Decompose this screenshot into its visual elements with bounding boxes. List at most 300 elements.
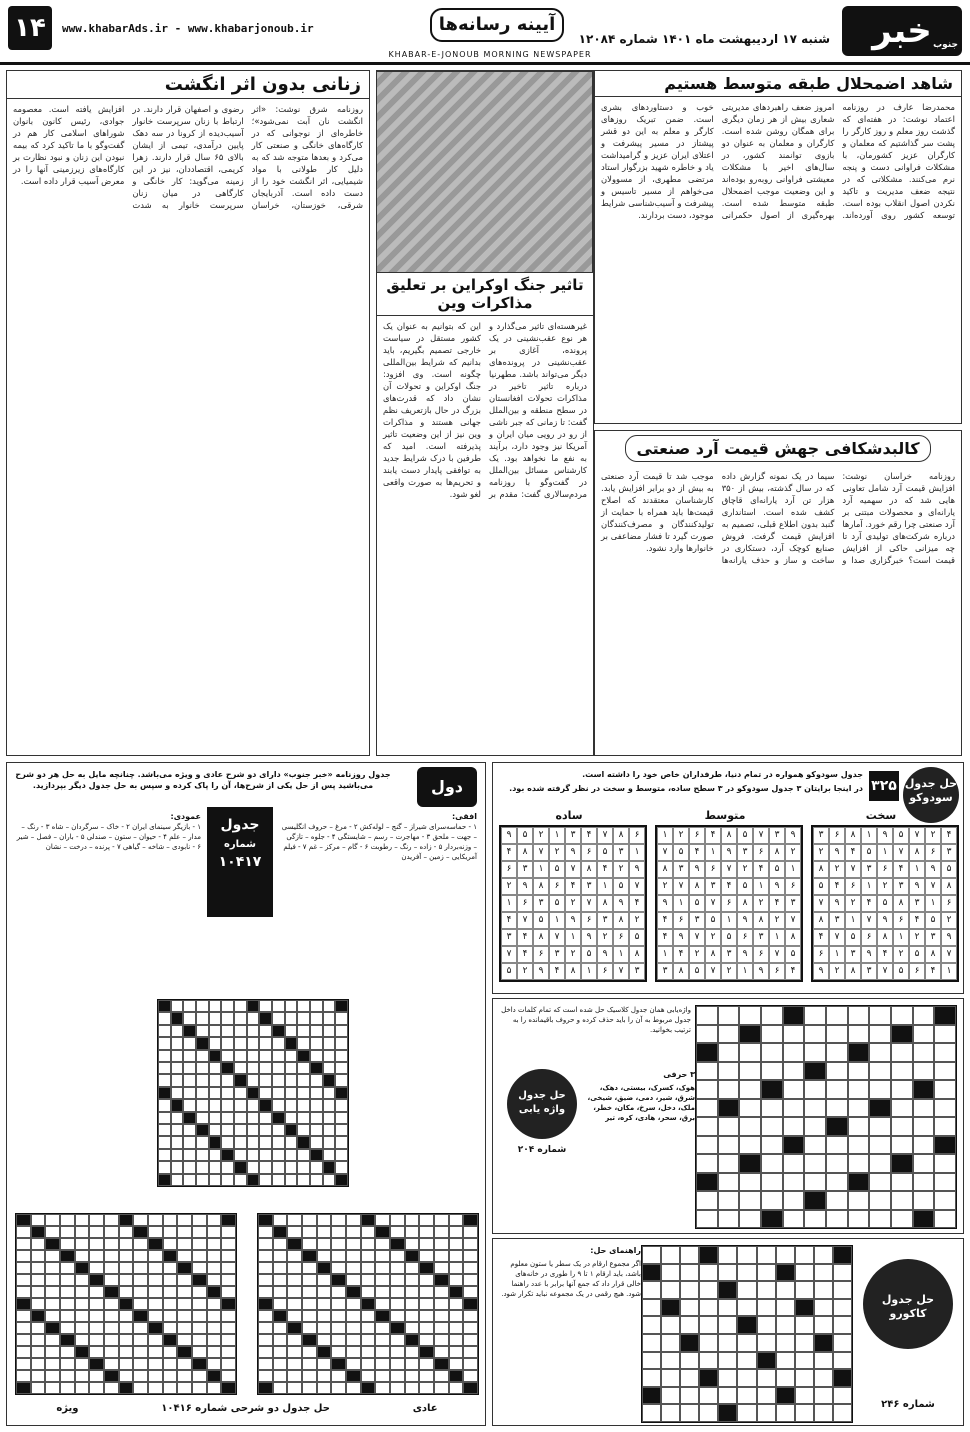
- sudoku-cell: ۳: [673, 861, 689, 878]
- grid-cell: [221, 1334, 236, 1346]
- sudoku-cell: ۹: [657, 895, 673, 912]
- grid-cell: [183, 1161, 196, 1173]
- grid-cell: [258, 1334, 273, 1346]
- grid-cell: [804, 1099, 826, 1118]
- grid-cell: [192, 1334, 207, 1346]
- grid-cell: [891, 1043, 913, 1062]
- grid-cell: [209, 1000, 222, 1012]
- grid-cell: [696, 1025, 718, 1044]
- sudoku-cell: ۲: [565, 895, 581, 912]
- sudoku-cell: ۷: [613, 963, 629, 980]
- sudoku-cell: ۵: [549, 895, 565, 912]
- grid-cell: [375, 1274, 390, 1286]
- sudoku-cell: ۱: [581, 963, 597, 980]
- grid-cell: [419, 1334, 434, 1346]
- grid-cell: [680, 1246, 699, 1264]
- grid-cell: [221, 1099, 234, 1111]
- sudoku-cell: ۸: [785, 929, 801, 946]
- grid-cell: [221, 1087, 234, 1099]
- grid-cell: [661, 1369, 680, 1387]
- grid-cell: [375, 1250, 390, 1262]
- grid-cell: [60, 1214, 75, 1226]
- sudoku-cell: ۱: [501, 895, 517, 912]
- grid-cell: [804, 1025, 826, 1044]
- grid-cell: [183, 1124, 196, 1136]
- grid-cell: [221, 1382, 236, 1394]
- grid-cell: [776, 1299, 795, 1317]
- grid-cell: [331, 1226, 346, 1238]
- grid-cell: [163, 1298, 178, 1310]
- sudoku-cell: ۱: [549, 912, 565, 929]
- grid-cell: [739, 1154, 761, 1173]
- grid-cell: [463, 1274, 478, 1286]
- sudoku-cell: ۲: [737, 861, 753, 878]
- sudoku-cell: ۹: [533, 963, 549, 980]
- grid-cell: [405, 1226, 420, 1238]
- grid-cell: [287, 1346, 302, 1358]
- grid-cell: [323, 1025, 336, 1037]
- crossword-main-grid: [157, 999, 349, 1187]
- sudoku-cell: ۴: [769, 895, 785, 912]
- number-label: شماره: [902, 1399, 935, 1410]
- grid-cell: [177, 1310, 192, 1322]
- sudoku-cell: ۸: [845, 827, 861, 844]
- sudoku-intro-2: در اینجا برایتان ۳ جدول سودوکو در ۳ سطح ساده، متوسط و سخت در نظر گرفته شده بود.: [509, 784, 863, 793]
- grid-cell: [642, 1334, 661, 1352]
- grid-cell: [258, 1322, 273, 1334]
- grid-cell: [247, 1025, 260, 1037]
- grid-cell: [346, 1358, 361, 1370]
- grid-cell: [699, 1387, 718, 1405]
- grid-cell: [16, 1238, 31, 1250]
- grid-cell: [419, 1238, 434, 1250]
- grid-cell: [848, 1025, 870, 1044]
- grid-cell: [148, 1334, 163, 1346]
- grid-cell: [158, 1149, 171, 1161]
- grid-cell: [661, 1387, 680, 1405]
- grid-cell: [104, 1214, 119, 1226]
- grid-cell: [761, 1173, 783, 1192]
- grid-cell: [661, 1334, 680, 1352]
- grid-cell: [757, 1404, 776, 1422]
- sudoku-cell: ۹: [565, 844, 581, 861]
- sudoku-cell: ۱: [893, 929, 909, 946]
- grid-cell: [335, 1037, 348, 1049]
- grid-cell: [45, 1274, 60, 1286]
- grid-cell: [163, 1334, 178, 1346]
- grid-cell: [463, 1346, 478, 1358]
- grid-cell: [826, 1099, 848, 1118]
- grid-cell: [346, 1310, 361, 1322]
- grid-cell: [207, 1298, 222, 1310]
- article-body: روزنامه شرق نوشت: «اثر انگشت نان آبت نمی‌شود»؛ خاطره‌ای از نوجوانی که در کارگاه‌های خانگی و صنعتی کار می‌کرد و بعدها متوجه شد که به دلیل کار طولانی با مواد شیمیایی، اثر انگشت خود را از دست داده است. آذربایجان شرقی، خوزستان، خراسان رضوی و اصفهان قرار دارند. در ارتباط با زنان سرپرست خانوار آسیب‌دیده از کرونا در سه دهک پایین درآمدی، تیمی از ایشان بالای ۶۵ سال قرار دارند. زهرا کریمی، اقتصاددان، نیز در این زمینه می‌گوید: کار خانگی و کارگاهی در میان زنان سرپرست خانوار به شدت افزایش یافته است. معصومه جوادی، رئیس کانون بانوان شوراهای اسلامی کار هم در گفت‌وگو با ما تاکید کرد که بیمه نبودن این زنان و نبود نظارت بر کارگاه‌های زیرزمینی آنها را در معرض آسیب قرار داده است.: [13, 104, 363, 210]
- grid-cell: [757, 1299, 776, 1317]
- grid-cell: [221, 1214, 236, 1226]
- grid-cell: [757, 1352, 776, 1370]
- sudoku-cell: ۱: [845, 912, 861, 929]
- grid-cell: [247, 1087, 260, 1099]
- sudoku-cell: ۱: [657, 946, 673, 963]
- grid-cell: [272, 1087, 285, 1099]
- grid-cell: [285, 1087, 298, 1099]
- grid-cell: [434, 1382, 449, 1394]
- grid-cell: [171, 1062, 184, 1074]
- grid-cell: [761, 1025, 783, 1044]
- grid-cell: [661, 1246, 680, 1264]
- word-search-grid: [695, 1005, 957, 1229]
- grid-cell: [718, 1025, 740, 1044]
- grid-cell: [361, 1238, 376, 1250]
- grid-cell: [272, 1099, 285, 1111]
- grid-cell: [273, 1226, 288, 1238]
- grid-cell: [207, 1346, 222, 1358]
- grid-cell: [405, 1286, 420, 1298]
- grid-cell: [390, 1274, 405, 1286]
- grid-cell: [171, 1112, 184, 1124]
- grid-cell: [642, 1404, 661, 1422]
- grid-cell: [133, 1214, 148, 1226]
- sudoku-cell: ۶: [597, 963, 613, 980]
- grid-cell: [119, 1310, 134, 1322]
- grid-cell: [207, 1238, 222, 1250]
- grid-cell: [375, 1382, 390, 1394]
- grid-cell: [869, 1080, 891, 1099]
- grid-cell: [331, 1250, 346, 1262]
- grid-cell: [287, 1298, 302, 1310]
- grid-cell: [335, 1062, 348, 1074]
- grid-cell: [119, 1214, 134, 1226]
- sudoku-cell: ۶: [925, 844, 941, 861]
- grid-cell: [463, 1286, 478, 1298]
- sudoku-cell: ۳: [737, 844, 753, 861]
- grid-cell: [814, 1264, 833, 1282]
- grid-cell: [75, 1226, 90, 1238]
- grid-cell: [163, 1274, 178, 1286]
- grid-cell: [75, 1262, 90, 1274]
- grid-cell: [696, 1154, 718, 1173]
- grid-cell: [45, 1214, 60, 1226]
- grid-cell: [119, 1322, 134, 1334]
- grid-cell: [869, 1173, 891, 1192]
- grid-cell: [287, 1226, 302, 1238]
- grid-cell: [390, 1226, 405, 1238]
- grid-cell: [221, 1124, 234, 1136]
- grid-cell: [419, 1250, 434, 1262]
- grid-cell: [272, 1012, 285, 1024]
- grid-cell: [75, 1250, 90, 1262]
- grid-cell: [31, 1298, 46, 1310]
- grid-cell: [390, 1286, 405, 1298]
- grid-cell: [221, 1322, 236, 1334]
- website-links[interactable]: www.khabarAds.ir - www.khabarjonoub.ir: [62, 22, 314, 35]
- sudoku-cell: ۲: [753, 895, 769, 912]
- grid-cell: [737, 1316, 756, 1334]
- grid-cell: [234, 1136, 247, 1148]
- grid-cell: [463, 1358, 478, 1370]
- grid-cell: [119, 1334, 134, 1346]
- grid-cell: [346, 1262, 361, 1274]
- grid-cell: [335, 1000, 348, 1012]
- sudoku-cell: ۵: [813, 878, 829, 895]
- grid-cell: [826, 1117, 848, 1136]
- grid-cell: [346, 1334, 361, 1346]
- grid-cell: [31, 1274, 46, 1286]
- sudoku-hard-grid: [811, 825, 959, 982]
- sudoku-easy-grid: [499, 825, 647, 982]
- grid-cell: [196, 1136, 209, 1148]
- grid-cell: [259, 1012, 272, 1024]
- grid-cell: [302, 1322, 317, 1334]
- grid-cell: [361, 1262, 376, 1274]
- sudoku-cell: ۲: [533, 827, 549, 844]
- grid-cell: [89, 1214, 104, 1226]
- grid-cell: [16, 1358, 31, 1370]
- grid-cell: [795, 1369, 814, 1387]
- grid-cell: [449, 1226, 464, 1238]
- grid-cell: [119, 1274, 134, 1286]
- grid-cell: [661, 1352, 680, 1370]
- grid-cell: [75, 1334, 90, 1346]
- grid-cell: [177, 1214, 192, 1226]
- grid-cell: [804, 1080, 826, 1099]
- grid-cell: [75, 1214, 90, 1226]
- grid-cell: [31, 1334, 46, 1346]
- grid-cell: [661, 1281, 680, 1299]
- grid-cell: [60, 1370, 75, 1382]
- grid-cell: [680, 1264, 699, 1282]
- grid-cell: [434, 1334, 449, 1346]
- sudoku-medium-grid: [655, 825, 803, 982]
- grid-cell: [89, 1226, 104, 1238]
- sudoku-cell: ۱: [705, 844, 721, 861]
- grid-cell: [192, 1262, 207, 1274]
- grid-cell: [346, 1250, 361, 1262]
- sudoku-cell: ۷: [721, 861, 737, 878]
- crossword-number: ۱۰۴۱۷: [218, 854, 262, 870]
- sudoku-cell: ۷: [753, 827, 769, 844]
- grid-cell: [221, 1000, 234, 1012]
- grid-cell: [335, 1074, 348, 1086]
- grid-cell: [783, 1117, 805, 1136]
- grid-cell: [45, 1322, 60, 1334]
- grid-cell: [375, 1238, 390, 1250]
- grid-cell: [104, 1382, 119, 1394]
- grid-cell: [317, 1358, 332, 1370]
- grid-cell: [434, 1238, 449, 1250]
- grid-cell: [814, 1281, 833, 1299]
- grid-cell: [209, 1025, 222, 1037]
- grid-cell: [183, 1136, 196, 1148]
- sudoku-cell: ۷: [941, 946, 957, 963]
- grid-cell: [757, 1369, 776, 1387]
- grid-cell: [419, 1214, 434, 1226]
- grid-cell: [247, 1074, 260, 1086]
- grid-cell: [361, 1382, 376, 1394]
- sudoku-cell: ۲: [689, 946, 705, 963]
- sudoku-cell: ۵: [893, 963, 909, 980]
- grid-cell: [148, 1358, 163, 1370]
- grid-cell: [272, 1112, 285, 1124]
- crossword-number-label: شماره: [224, 839, 256, 850]
- grid-cell: [718, 1246, 737, 1264]
- grid-cell: [848, 1191, 870, 1210]
- sudoku-cell: ۲: [565, 946, 581, 963]
- article-body: غیرهسته‌ای تاثیر می‌گذارد و هر نوع عقب‌نشینی در یک پرونده، آغازی بر عقب‌نشینی در پرونده‌های دیگر می‌تواند باشد. مطهرنیا درباره تاثیر تاخیر در مذاکرات تحولات افغانستان در سطح منطقه و بین‌الملل گفت: تا زمانی که جبر ناشی از رو در رویی میان ایران و آمریکا نیز وجود دارد، برآیند به نفع ما نخواهد بود. یک کارشناس مسائل بین‌الملل در گفت‌وگو با روزنامه مردم‌سالاری گفت: مقدم بر این که بتوانیم به عنوان یک کشور مستقل در سیاست خارجی تصمیم بگیریم، باید بدانیم که شرایط بین‌المللی چگونه است. وی افزود: جنگ اوکراین و تحولات آن نشان داد که قدرت‌های بزرگ در حال بازتعریف نظم جهانی هستند و مذاکرات وین نیز از این وضعیت تاثیر پذیرفته است. امید که طرفین با درک شرایط جدید به توافقی پایدار دست یابند و تحریم‌ها به صورت واقعی لغو شود.: [383, 321, 587, 499]
- sudoku-cell: ۶: [909, 963, 925, 980]
- grid-cell: [699, 1246, 718, 1264]
- grid-cell: [177, 1346, 192, 1358]
- answer-grid-normal: [257, 1213, 479, 1395]
- sudoku-cell: ۳: [845, 946, 861, 963]
- grid-cell: [642, 1316, 661, 1334]
- grid-cell: [196, 1099, 209, 1111]
- grid-cell: [119, 1226, 134, 1238]
- grid-cell: [45, 1382, 60, 1394]
- article-zanani: [6, 70, 370, 756]
- grid-cell: [434, 1298, 449, 1310]
- level-medium: متوسط: [704, 809, 746, 822]
- grid-cell: [75, 1358, 90, 1370]
- grid-cell: [737, 1299, 756, 1317]
- kakuro-grid: [641, 1245, 853, 1423]
- grid-cell: [331, 1346, 346, 1358]
- sudoku-cell: ۸: [613, 912, 629, 929]
- grid-cell: [259, 1161, 272, 1173]
- grid-cell: [434, 1262, 449, 1274]
- grid-cell: [934, 1099, 956, 1118]
- grid-cell: [285, 1124, 298, 1136]
- grid-cell: [221, 1025, 234, 1037]
- sudoku-cell: ۴: [689, 844, 705, 861]
- grid-cell: [642, 1299, 661, 1317]
- grid-cell: [192, 1346, 207, 1358]
- amoodi-title: عمودی:: [170, 812, 201, 821]
- grid-cell: [757, 1264, 776, 1282]
- grid-cell: [16, 1262, 31, 1274]
- grid-cell: [171, 1012, 184, 1024]
- grid-cell: [247, 1124, 260, 1136]
- sudoku-cell: ۵: [581, 946, 597, 963]
- grid-cell: [331, 1286, 346, 1298]
- grid-cell: [463, 1214, 478, 1226]
- grid-cell: [133, 1262, 148, 1274]
- grid-cell: [209, 1074, 222, 1086]
- grid-cell: [16, 1346, 31, 1358]
- grid-cell: [234, 1099, 247, 1111]
- grid-cell: [148, 1346, 163, 1358]
- sudoku-cell: ۸: [517, 844, 533, 861]
- sudoku-cell: ۳: [597, 912, 613, 929]
- sudoku-cell: ۸: [877, 929, 893, 946]
- grid-cell: [891, 1099, 913, 1118]
- kakuro-badge: حل جدول کاکورو: [863, 1259, 953, 1349]
- grid-cell: [119, 1382, 134, 1394]
- page-header: [0, 0, 970, 65]
- grid-cell: [761, 1210, 783, 1229]
- grid-cell: [221, 1074, 234, 1086]
- grid-cell: [361, 1298, 376, 1310]
- grid-cell: [680, 1281, 699, 1299]
- grid-cell: [405, 1274, 420, 1286]
- grid-cell: [259, 1050, 272, 1062]
- grid-cell: [317, 1238, 332, 1250]
- grid-cell: [346, 1238, 361, 1250]
- sudoku-cell: ۵: [721, 929, 737, 946]
- grid-cell: [192, 1310, 207, 1322]
- sudoku-cell: ۷: [861, 912, 877, 929]
- grid-cell: [761, 1006, 783, 1025]
- grid-cell: [285, 1050, 298, 1062]
- grid-cell: [133, 1298, 148, 1310]
- grid-cell: [45, 1298, 60, 1310]
- sudoku-cell: ۱: [721, 912, 737, 929]
- sudoku-number: ۳۲۵: [869, 771, 899, 801]
- sudoku-cell: ۳: [565, 827, 581, 844]
- sudoku-cell: ۲: [829, 963, 845, 980]
- sudoku-cell: ۱: [565, 929, 581, 946]
- grid-cell: [463, 1382, 478, 1394]
- grid-cell: [757, 1281, 776, 1299]
- grid-cell: [317, 1334, 332, 1346]
- grid-cell: [390, 1298, 405, 1310]
- sudoku-cell: ۸: [533, 878, 549, 895]
- sudoku-cell: ۴: [657, 929, 673, 946]
- grid-cell: [89, 1346, 104, 1358]
- grid-cell: [463, 1298, 478, 1310]
- grid-cell: [163, 1214, 178, 1226]
- grid-cell: [234, 1012, 247, 1024]
- grid-cell: [31, 1250, 46, 1262]
- grid-cell: [171, 1136, 184, 1148]
- grid-cell: [737, 1264, 756, 1282]
- grid-cell: [158, 1112, 171, 1124]
- grid-cell: [302, 1286, 317, 1298]
- grid-cell: [346, 1214, 361, 1226]
- grid-cell: [891, 1191, 913, 1210]
- grid-cell: [247, 1000, 260, 1012]
- grid-cell: [310, 1037, 323, 1049]
- grid-cell: [739, 1210, 761, 1229]
- sudoku-cell: ۷: [813, 895, 829, 912]
- grid-cell: [913, 1210, 935, 1229]
- grid-cell: [814, 1246, 833, 1264]
- sudoku-cell: ۸: [813, 912, 829, 929]
- grid-cell: [209, 1087, 222, 1099]
- grid-cell: [177, 1370, 192, 1382]
- grid-cell: [776, 1316, 795, 1334]
- grid-cell: [642, 1246, 661, 1264]
- grid-cell: [183, 1062, 196, 1074]
- grid-cell: [375, 1226, 390, 1238]
- grid-cell: [776, 1334, 795, 1352]
- sudoku-cell: ۵: [941, 861, 957, 878]
- sudoku-cell: ۴: [845, 844, 861, 861]
- sudoku-cell: ۱: [877, 844, 893, 861]
- grid-cell: [183, 1000, 196, 1012]
- sudoku-cell: ۷: [565, 861, 581, 878]
- grid-cell: [375, 1298, 390, 1310]
- grid-cell: [183, 1074, 196, 1086]
- grid-cell: [310, 1112, 323, 1124]
- sudoku-cell: ۷: [785, 912, 801, 929]
- grid-cell: [258, 1358, 273, 1370]
- grid-cell: [119, 1358, 134, 1370]
- grid-cell: [737, 1334, 756, 1352]
- grid-cell: [45, 1334, 60, 1346]
- article-body: روزنامه خراسان نوشت: افزایش قیمت آرد شامل تعاونی هایی شد که در سهمیه آرد یارانه‌ای و محصولات مبتنی بر آرد صنعتی چرا رقم خورد. آمارها درباره شرکت‌های تولیدی آرد تا چه میزانی حاکی از افزایش قیمت است؟ خبرگزاری صدا و سیما در یک نمونه گزارش داده که در سال گذشته، بیش از ۳۵۰ هزار تن آرد یارانه‌ای قاچاق کشف شده است. استانداری گنبد بدون اطلاع قبلی، تصمیم به افزایش قیمت گرفت. فروش صنایع کوچک آرد، دستکاری در ساخت و ساز و حذف یارانه‌ها موجب شد تا قیمت آرد صنعتی به بیش از دو برابر افزایش یابد. کارشناسان معتقدند که اصلاح قیمت‌ها باید همراه با حمایت از تولیدکنندگان و مصرف‌کنندگان صورت گیرد تا فشار مضاعفی بر خانوارها وارد نشود.: [601, 471, 955, 565]
- sudoku-cell: ۱: [861, 827, 877, 844]
- sudoku-cell: ۶: [941, 895, 957, 912]
